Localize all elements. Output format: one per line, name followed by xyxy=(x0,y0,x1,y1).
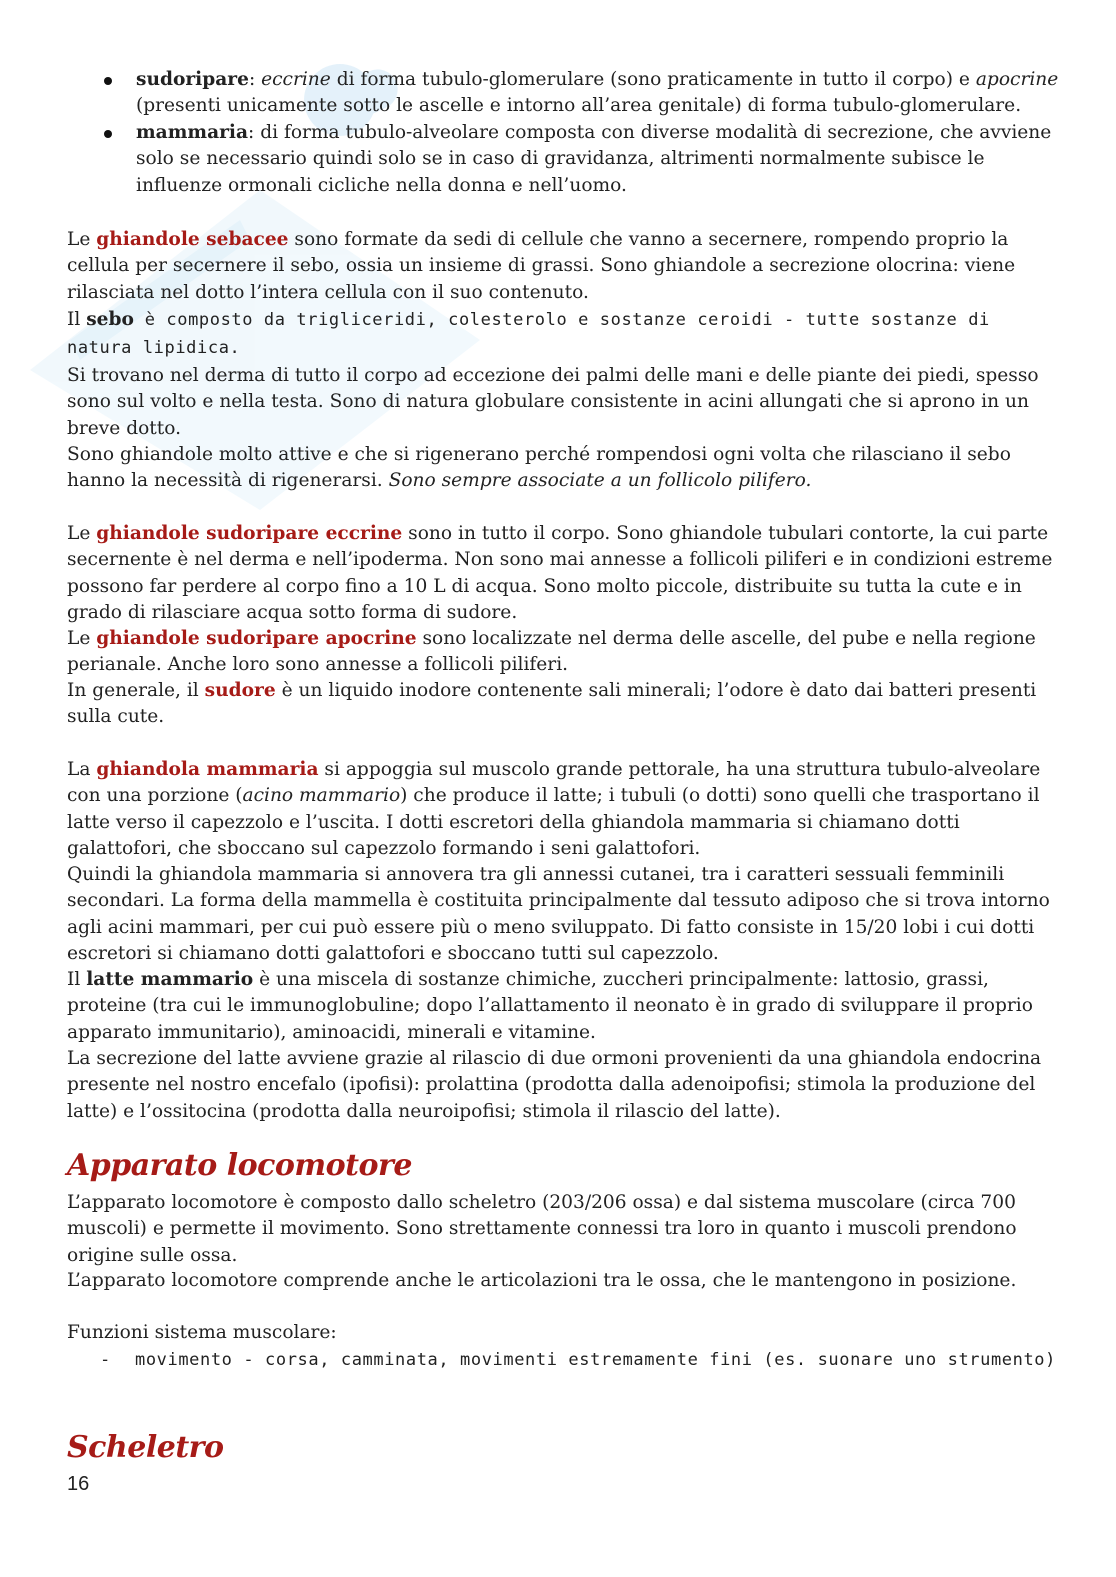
list-item: - movimento - corsa, camminata, movimenti estremamente fini (es. suonare uno strumento) xyxy=(100,1346,1060,1374)
sebacee-location-paragraph: Si trovano nel derma di tutto il corpo ad eccezione dei palmi delle mani e delle piante dei piedi, spesso sono sul volto e nella testa. Sono di natura globulare consistente in acini allungati che si aprono in un breve dotto. xyxy=(67,365,1039,439)
term-sudore: sudore xyxy=(204,680,276,701)
bullet-icon xyxy=(104,77,112,85)
section-heading-scheletro: Scheletro xyxy=(67,1430,224,1465)
gland-type-list xyxy=(100,67,1060,199)
list-item: sudoripare: eccrine di forma tubulo-glomerulare (sono praticamente in tutto il corpo) e apocrine (presenti unicamente sotto le ascelle e intorno all’area genitale) di forma tubulo-glomerulare. xyxy=(100,67,1060,120)
latte-paragraph: Il latte mammario è una miscela di sostanze chimiche, zuccheri principalmente: lattosio, grassi, proteine (tra cui le immunoglobuline; dopo l’allattamento il neonato è in grado di sviluppare il proprio apparato immunitario), aminoacidi, minerali e vitamine. xyxy=(67,969,1033,1043)
term-sebo: sebo xyxy=(86,309,134,330)
section-heading-apparato-locomotore: Apparato locomotore xyxy=(67,1148,412,1183)
term-mammaria: mammaria xyxy=(136,121,249,143)
locomotore-paragraph: L’apparato locomotore è composto dallo scheletro (203/206 ossa) e dal sistema muscolare (circa 700 muscoli) e permette il movimento. Sono strettamente connessi tra loro in quanto i muscoli prendono origine sulle ossa. xyxy=(67,1192,1017,1266)
sebacee-regeneration-paragraph: Sono ghiandole molto attive e che si rigenerano perché rompendosi ogni volta che rilasciano il sebo hanno la necessità di rigenerarsi. Sono sempre associate a un follicolo pilifero. xyxy=(67,444,1011,492)
mammaria-paragraph: La ghiandola mammaria si appoggia sul muscolo grande pettorale, ha una struttura tubulo-alveolare con una porzione (acino mammario) che produce il latte; i tubuli (o dotti) sono quelli che trasportano il latte verso il capezzolo e l’uscita. I dotti escretori della ghiandola mammaria si chiamano dotti galattofori, che sboccano sul capezzolo formando i seni galattofori. xyxy=(67,759,1041,860)
term-latte-mammario: latte mammario xyxy=(86,969,254,990)
sudore-paragraph: In generale, il sudore è un liquido inodore contenente sali minerali; l’odore è dato dai batteri presenti sulla cute. xyxy=(67,680,1037,728)
term-ghiandola-mammaria: ghiandola mammaria xyxy=(96,759,319,780)
funzioni-list xyxy=(100,1346,1060,1374)
dash-bullet-icon: - xyxy=(100,1350,111,1370)
eccrine-paragraph: Le ghiandole sudoripare eccrine sono in tutto il corpo. Sono ghiandole tubulari contorte, la cui parte secernente è nel derma e nell’ipoderma. Non sono mai annesse a follicoli piliferi e in condizioni estreme possono far perdere al corpo fino a 10 L di acqua. Sono molto piccole, distribuite su tutta la cute e in grado di rilasciare acqua sotto forma di sudore. xyxy=(67,523,1053,624)
list-item: mammaria: di forma tubulo-alveolare composta con diverse modalità di secrezione, che avviene solo se necessario quindi solo se in caso di gravidanza, altrimenti normalmente subisce le influenze ormonali cicliche nella donna e nell’uomo. xyxy=(100,120,1060,199)
articolazioni-paragraph: L’apparato locomotore comprende anche le articolazioni tra le ossa, che le mantengono in posizione. xyxy=(67,1270,1017,1291)
term-ghiandole-sudoripare-eccrine: ghiandole sudoripare eccrine xyxy=(96,523,403,544)
term-ghiandole-sebacee: ghiandole sebacee xyxy=(96,229,289,250)
funzioni-label: Funzioni sistema muscolare: xyxy=(67,1322,337,1343)
mammaria-structure-paragraph: Quindi la ghiandola mammaria si annovera tra gli annessi cutanei, tra i caratteri sessuali femminili secondari. La forma della mammella è costituita principalmente dal tessuto adiposo che si trova intorno agli acini mammari, per cui può essere più o meno sviluppato. Di fatto consiste in 15/20 lobi i cui dotti escretori si chiamano dotti galattofori e sboccano tutti sul capezzolo. xyxy=(67,864,1050,965)
bullet-icon xyxy=(104,130,112,138)
sebacee-paragraph: Le ghiandole sebacee sono formate da sedi di cellule che vanno a secernere, rompendo proprio la cellula per secernere il sebo, ossia un insieme di grassi. Sono ghiandole a secrezione olocrina: viene rilasciata nel dotto l’intera cellula con il suo contenuto. xyxy=(67,229,1016,303)
page-number: 16 xyxy=(67,1473,90,1495)
apocrine-paragraph: Le ghiandole sudoripare apocrine sono localizzate nel derma delle ascelle, del pube e nella regione perianale. Anche loro sono annesse a follicoli piliferi. xyxy=(67,628,1036,676)
sebo-paragraph: Il sebo è composto da trigliceridi, colesterolo e sostanze ceroidi - tutte sostanze di natura lipidica. xyxy=(67,309,990,358)
term-sudoripare: sudoripare xyxy=(136,69,249,90)
secrezione-paragraph: La secrezione del latte avviene grazie al rilascio di due ormoni provenienti da una ghiandola endocrina presente nel nostro encefalo (ipofisi): prolattina (prodotta dalla adenoipofisi; stimola la produzione del latte) e l’ossitocina (prodotta dalla neuroipofisi; stimola il rilascio del latte). xyxy=(67,1048,1042,1122)
term-ghiandole-sudoripare-apocrine: ghiandole sudoripare apocrine xyxy=(96,628,417,649)
